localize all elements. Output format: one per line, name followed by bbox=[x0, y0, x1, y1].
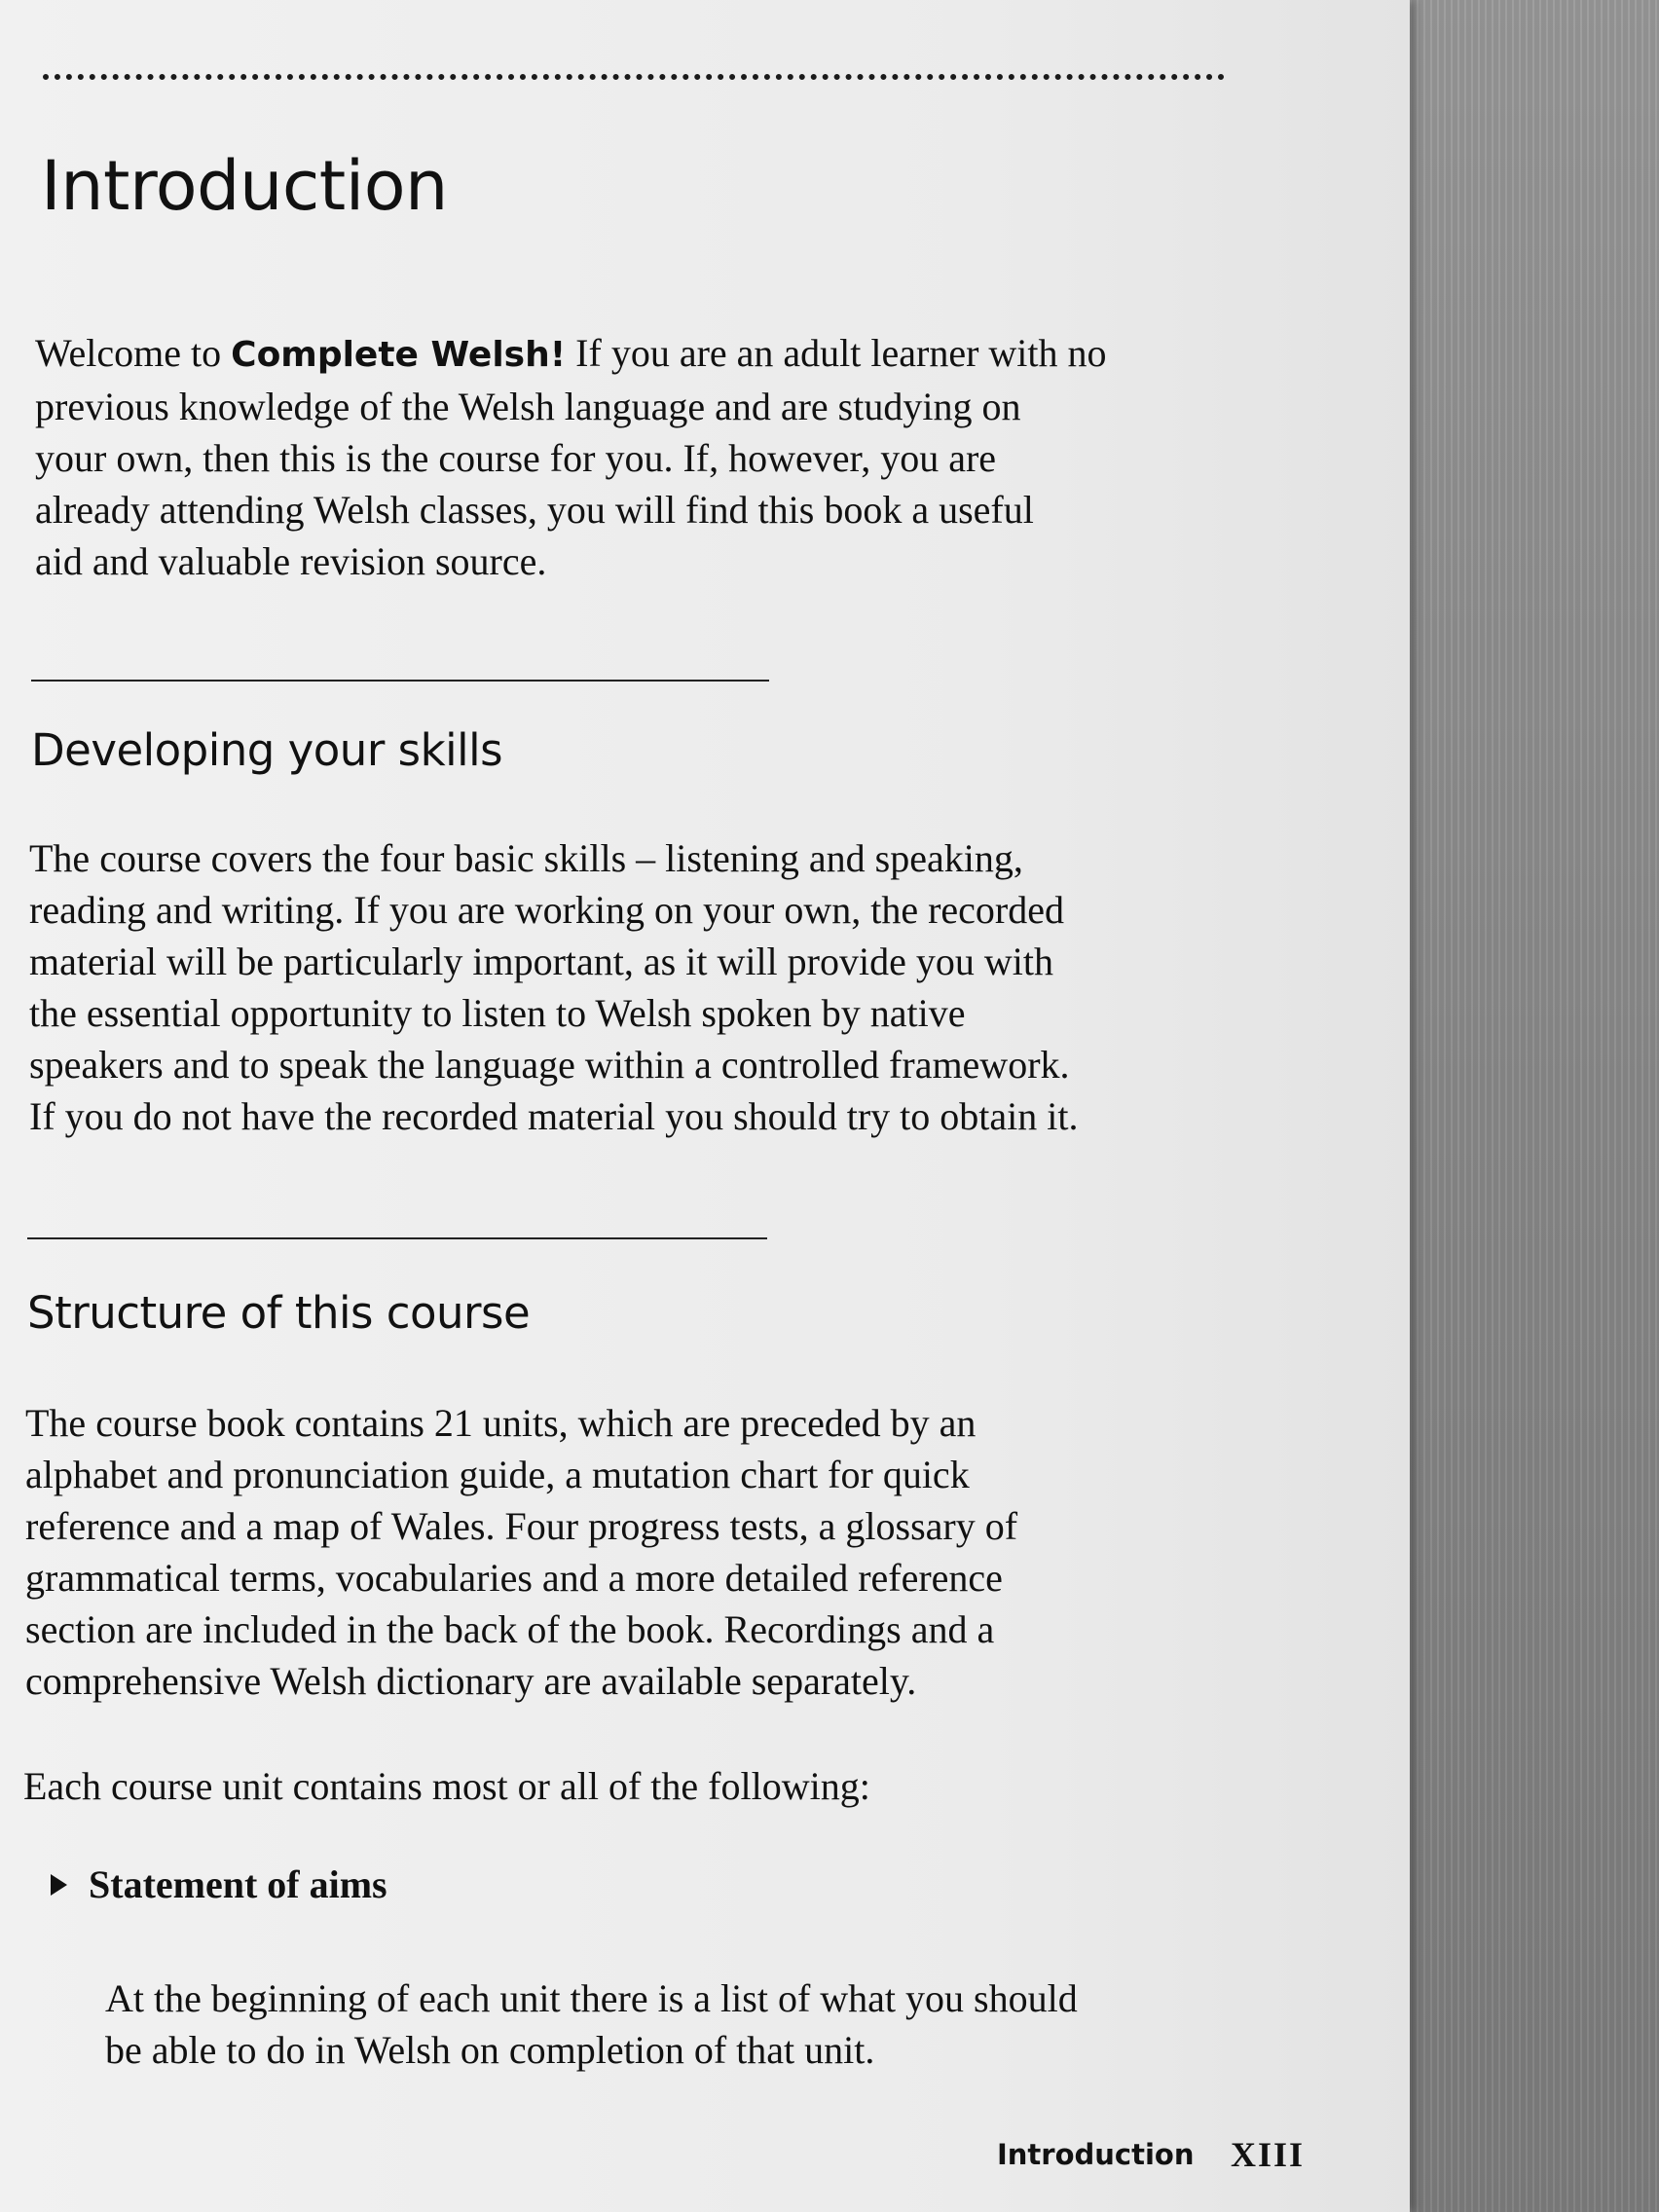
intro-line: aid and valuable revision source. bbox=[35, 539, 547, 583]
intro-line: already attending Welsh classes, you will find this book a useful bbox=[35, 488, 1034, 532]
paragraph-line: The course book contains 21 units, which are preceded by an bbox=[25, 1401, 977, 1445]
paragraph-line: The course covers the four basic skills – listening and speaking, bbox=[29, 836, 1023, 880]
bullet-heading: Statement of aims bbox=[89, 1862, 387, 1906]
paragraph-line: section are included in the back of the book. Recordings and a bbox=[25, 1607, 995, 1651]
intro-text: Welcome to bbox=[35, 331, 232, 375]
paragraph-line: reading and writing. If you are working on your own, the recorded bbox=[29, 888, 1065, 932]
paragraph-line: the essential opportunity to listen to Welsh spoken by native bbox=[29, 991, 966, 1035]
paragraph-line: alphabet and pronunciation guide, a mutation chart for quick bbox=[25, 1453, 970, 1496]
dotted-header-rule bbox=[43, 74, 1225, 80]
intro-line bbox=[35, 327, 1107, 381]
background-surface bbox=[1382, 0, 1659, 2212]
page-number: XIII bbox=[1231, 2135, 1306, 2174]
section-heading-structure: Structure of this course bbox=[27, 1287, 531, 1339]
paragraph-line: comprehensive Welsh dictionary are available separately. bbox=[25, 1659, 917, 1703]
paragraph-line: At the beginning of each unit there is a list of what you should bbox=[105, 1976, 1078, 2020]
book-title: Complete Welsh! bbox=[231, 335, 567, 375]
structure-paragraph bbox=[25, 1397, 1017, 1707]
paragraph-line: speakers and to speak the language within a controlled framework. bbox=[29, 1043, 1070, 1087]
intro-line: previous knowledge of the Welsh language and are studying on bbox=[35, 385, 1021, 428]
intro-line: your own, then this is the course for you. If, however, you are bbox=[35, 436, 997, 480]
bullet-paragraph bbox=[105, 1972, 1078, 2076]
paragraph-line: material will be particularly important, as it will provide you with bbox=[29, 940, 1053, 983]
bullet-item bbox=[51, 1862, 387, 1907]
section-heading-skills: Developing your skills bbox=[31, 724, 503, 776]
paragraph-line: If you do not have the recorded material you should try to obtain it. bbox=[29, 1094, 1079, 1138]
paragraph-line: grammatical terms, vocabularies and a more detailed reference bbox=[25, 1556, 1003, 1600]
section-divider bbox=[27, 1237, 767, 1239]
skills-paragraph bbox=[29, 832, 1079, 1142]
intro-text: If you are an adult learner with no bbox=[566, 331, 1107, 375]
triangle-bullet-icon bbox=[51, 1874, 67, 1896]
section-divider bbox=[31, 680, 769, 682]
paragraph-line: be able to do in Welsh on completion of that unit. bbox=[105, 2028, 875, 2072]
paragraph-line: reference and a map of Wales. Four progress tests, a glossary of bbox=[25, 1504, 1018, 1548]
lead-in-line: Each course unit contains most or all of the following: bbox=[23, 1764, 870, 1808]
intro-paragraph bbox=[35, 327, 1107, 587]
page-title: Introduction bbox=[41, 146, 448, 226]
footer-section-label: Introduction bbox=[997, 2138, 1195, 2171]
